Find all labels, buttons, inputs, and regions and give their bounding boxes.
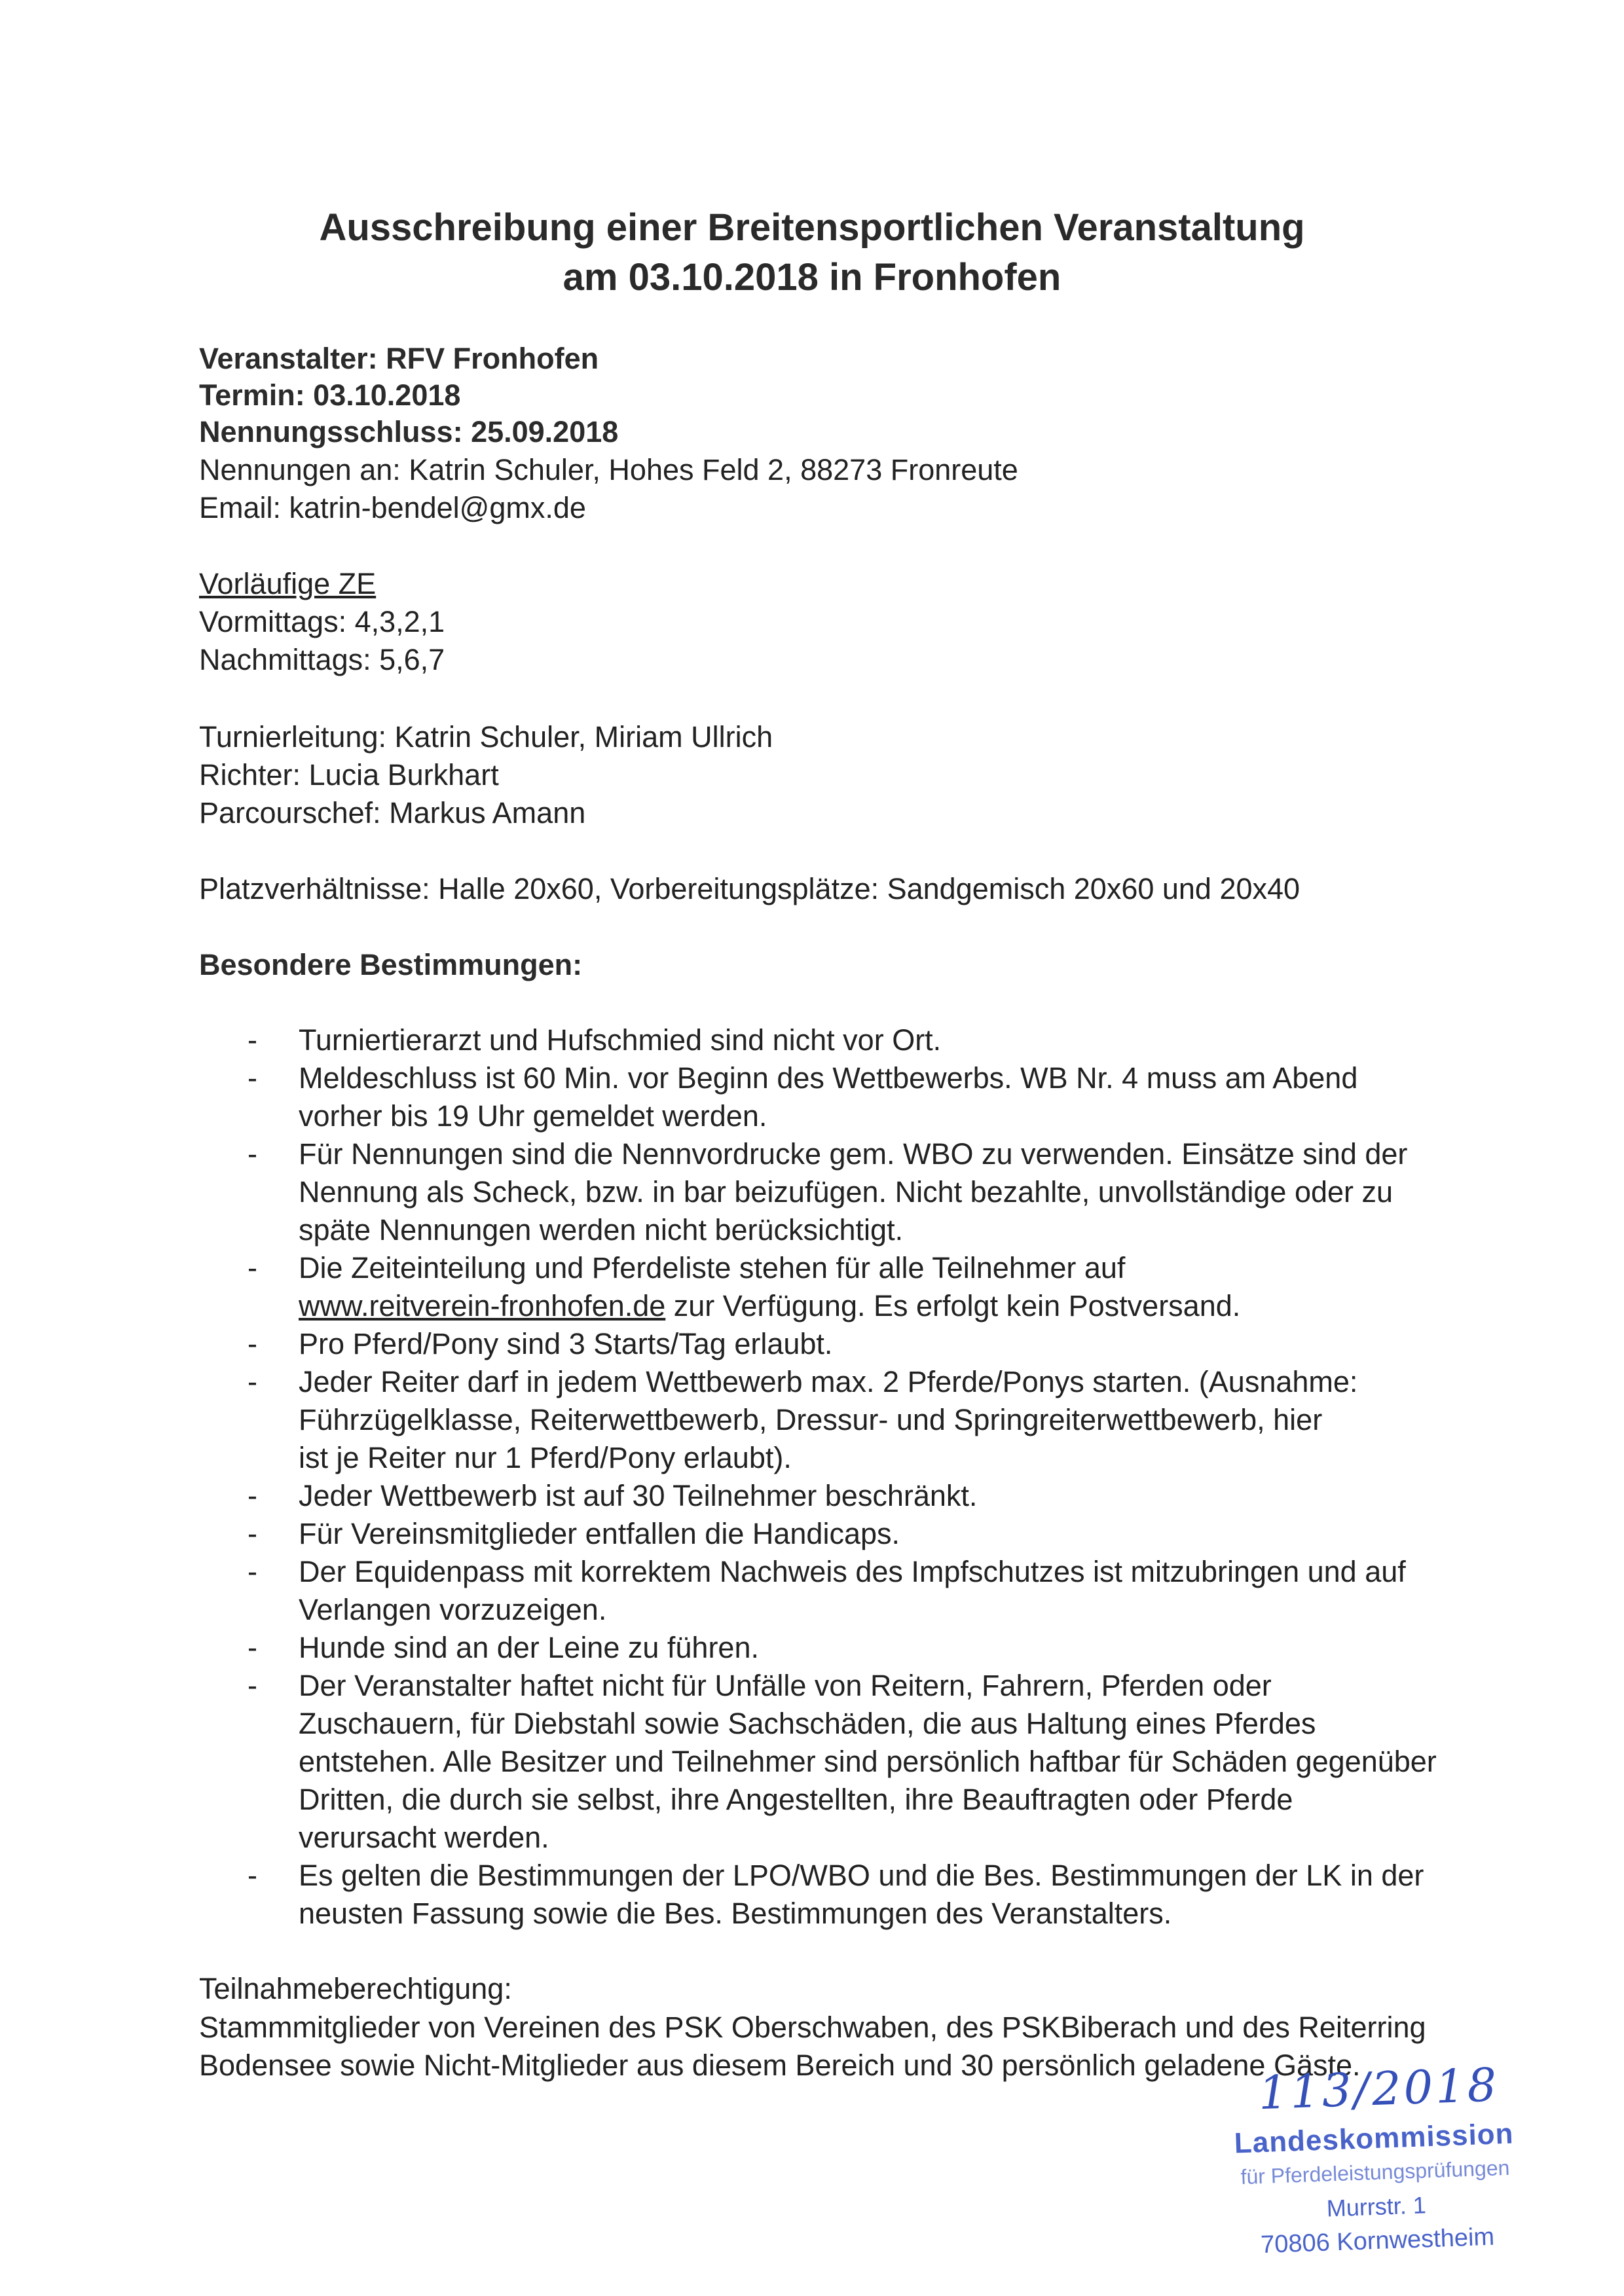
- nennungen-an: Nennungen an: Katrin Schuler, Hohes Feld 2, 88273 Fronreute: [199, 453, 1018, 486]
- bestimmung-4: [299, 1249, 1464, 1325]
- parcourschef: Parcourschef: Markus Amann: [199, 796, 586, 829]
- bullet-dash: -: [248, 1555, 257, 1588]
- bestimmung-3: Für Nennungen sind die Nennvordrucke gem. WBO zu verwenden. Einsätze sind der Nennung als Scheck, bzw. in bar beizufügen. Nicht bezahlte, unvollständige oder zu späte Nennungen werden nicht berücksichtigt.: [299, 1137, 1408, 1247]
- bestimmung-11: Der Veranstalter haftet nicht für Unfälle von Reitern, Fahrern, Pferden oder Zuschauern, für Diebstahl sowie Sachschäden, die aus Haltung eines Pferdes entstehen. Alle Besitzer und Teilnehmer sind persönlich haftbar für Schäden gegenüber Dritten, die durch sie selbst, ihre Angestellten, ihre Beauftragten oder Pferde verursacht werden.: [299, 1669, 1437, 1854]
- bestimmung-12: Es gelten die Bestimmungen der LPO/WBO und die Bes. Bestimmungen der LK in der neusten Fassung sowie die Bes. Bestimmungen des Veranstalters.: [299, 1859, 1424, 1930]
- email: Email: katrin-bendel@gmx.de: [199, 491, 586, 524]
- turnierleitung: Turnierleitung: Katrin Schuler, Miriam Ullrich: [199, 720, 773, 754]
- teilnahme-text: Stammmitglieder von Vereinen des PSK Oberschwaben, des PSKBiberach und des Reiterring Bodensee sowie Nicht-Mitglieder aus diesem Bereich und 30 persönlich geladene Gäste.: [199, 2011, 1426, 2082]
- ze-nachmittags: Nachmittags: 5,6,7: [199, 643, 445, 676]
- landeskommission-stamp: [1201, 2056, 1549, 2291]
- bestimmung-8: Für Vereinsmitglieder entfallen die Handicaps.: [299, 1517, 900, 1550]
- bestimmung-7: Jeder Wettbewerb ist auf 30 Teilnehmer beschränkt.: [299, 1479, 978, 1512]
- ze-vormittags: Vormittags: 4,3,2,1: [199, 605, 445, 638]
- nennungsschluss: Nennungsschluss: 25.09.2018: [199, 415, 619, 448]
- veranstalter: Veranstalter: RFV Fronhofen: [199, 342, 599, 375]
- stamp-handwritten-number: 113/2018: [1257, 2058, 1500, 2121]
- bullet-dash: -: [248, 1365, 257, 1398]
- bestimmung-9: Der Equidenpass mit korrektem Nachweis des Impfschutzes ist mitzubringen und auf Verlangen vorzuzeigen.: [299, 1555, 1406, 1626]
- platzverhaeltnisse: Platzverhältnisse: Halle 20x60, Vorbereitungsplätze: Sandgemisch 20x60 und 20x40: [199, 872, 1301, 905]
- bestimmung-1: Turniertierarzt und Hufschmied sind nicht vor Ort.: [299, 1023, 942, 1057]
- richter: Richter: Lucia Burkhart: [199, 758, 499, 792]
- bullet-dash: -: [248, 1251, 257, 1285]
- document-title-line-2: am 03.10.2018 in Fronhofen: [563, 256, 1061, 299]
- bestimmung-10: Hunde sind an der Leine zu führen.: [299, 1631, 759, 1664]
- bullet-dash: -: [248, 1631, 257, 1664]
- bestimmung-5: Pro Pferd/Pony sind 3 Starts/Tag erlaubt.: [299, 1327, 833, 1360]
- teilnahme-heading: Teilnahmeberechtigung:: [199, 1972, 512, 2005]
- stamp-line-3: Murrstr. 1: [1326, 2191, 1427, 2222]
- document-title-line-1: Ausschreibung einer Breitensportlichen Veranstaltung: [319, 206, 1305, 249]
- bullet-dash: -: [248, 1327, 257, 1360]
- bullet-dash: -: [248, 1023, 257, 1057]
- stamp-line-4: 70806 Kornwestheim: [1260, 2223, 1495, 2259]
- reitverein-link[interactable]: www.reitverein-fronhofen.de: [299, 1289, 666, 1322]
- bestimmungen-heading: Besondere Bestimmungen:: [199, 948, 583, 981]
- bullet-dash: -: [248, 1479, 257, 1512]
- bullet-dash: -: [248, 1061, 257, 1095]
- bullet-dash: -: [248, 1517, 257, 1550]
- stamp-line-1: Landeskommission: [1234, 2117, 1515, 2160]
- bullet-dash: -: [248, 1137, 257, 1171]
- bestimmung-6: Jeder Reiter darf in jedem Wettbewerb max. 2 Pferde/Ponys starten. (Ausnahme: Führzügelklasse, Reiterwettbewerb, Dressur- und Springreiterwettbewerb, hier ist je Reiter nur 1 Pferd/Pony erlaubt).: [299, 1365, 1358, 1474]
- bestimmung-2: Meldeschluss ist 60 Min. vor Beginn des Wettbewerbs. WB Nr. 4 muss am Abend vorher bis 19 Uhr gemeldet werden.: [299, 1061, 1358, 1133]
- bestimmung-4-rest: zur Verfügung. Es erfolgt kein Postversand.: [665, 1289, 1241, 1322]
- bestimmung-4-text: Die Zeiteinteilung und Pferdeliste stehen für alle Teilnehmer auf: [299, 1251, 1126, 1285]
- bullet-dash: -: [248, 1859, 257, 1892]
- ze-heading: Vorläufige ZE: [199, 567, 377, 600]
- termin: Termin: 03.10.2018: [199, 378, 461, 412]
- stamp-line-2: für Pferdeleistungsprüfungen: [1240, 2155, 1510, 2189]
- bullet-dash: -: [248, 1669, 257, 1702]
